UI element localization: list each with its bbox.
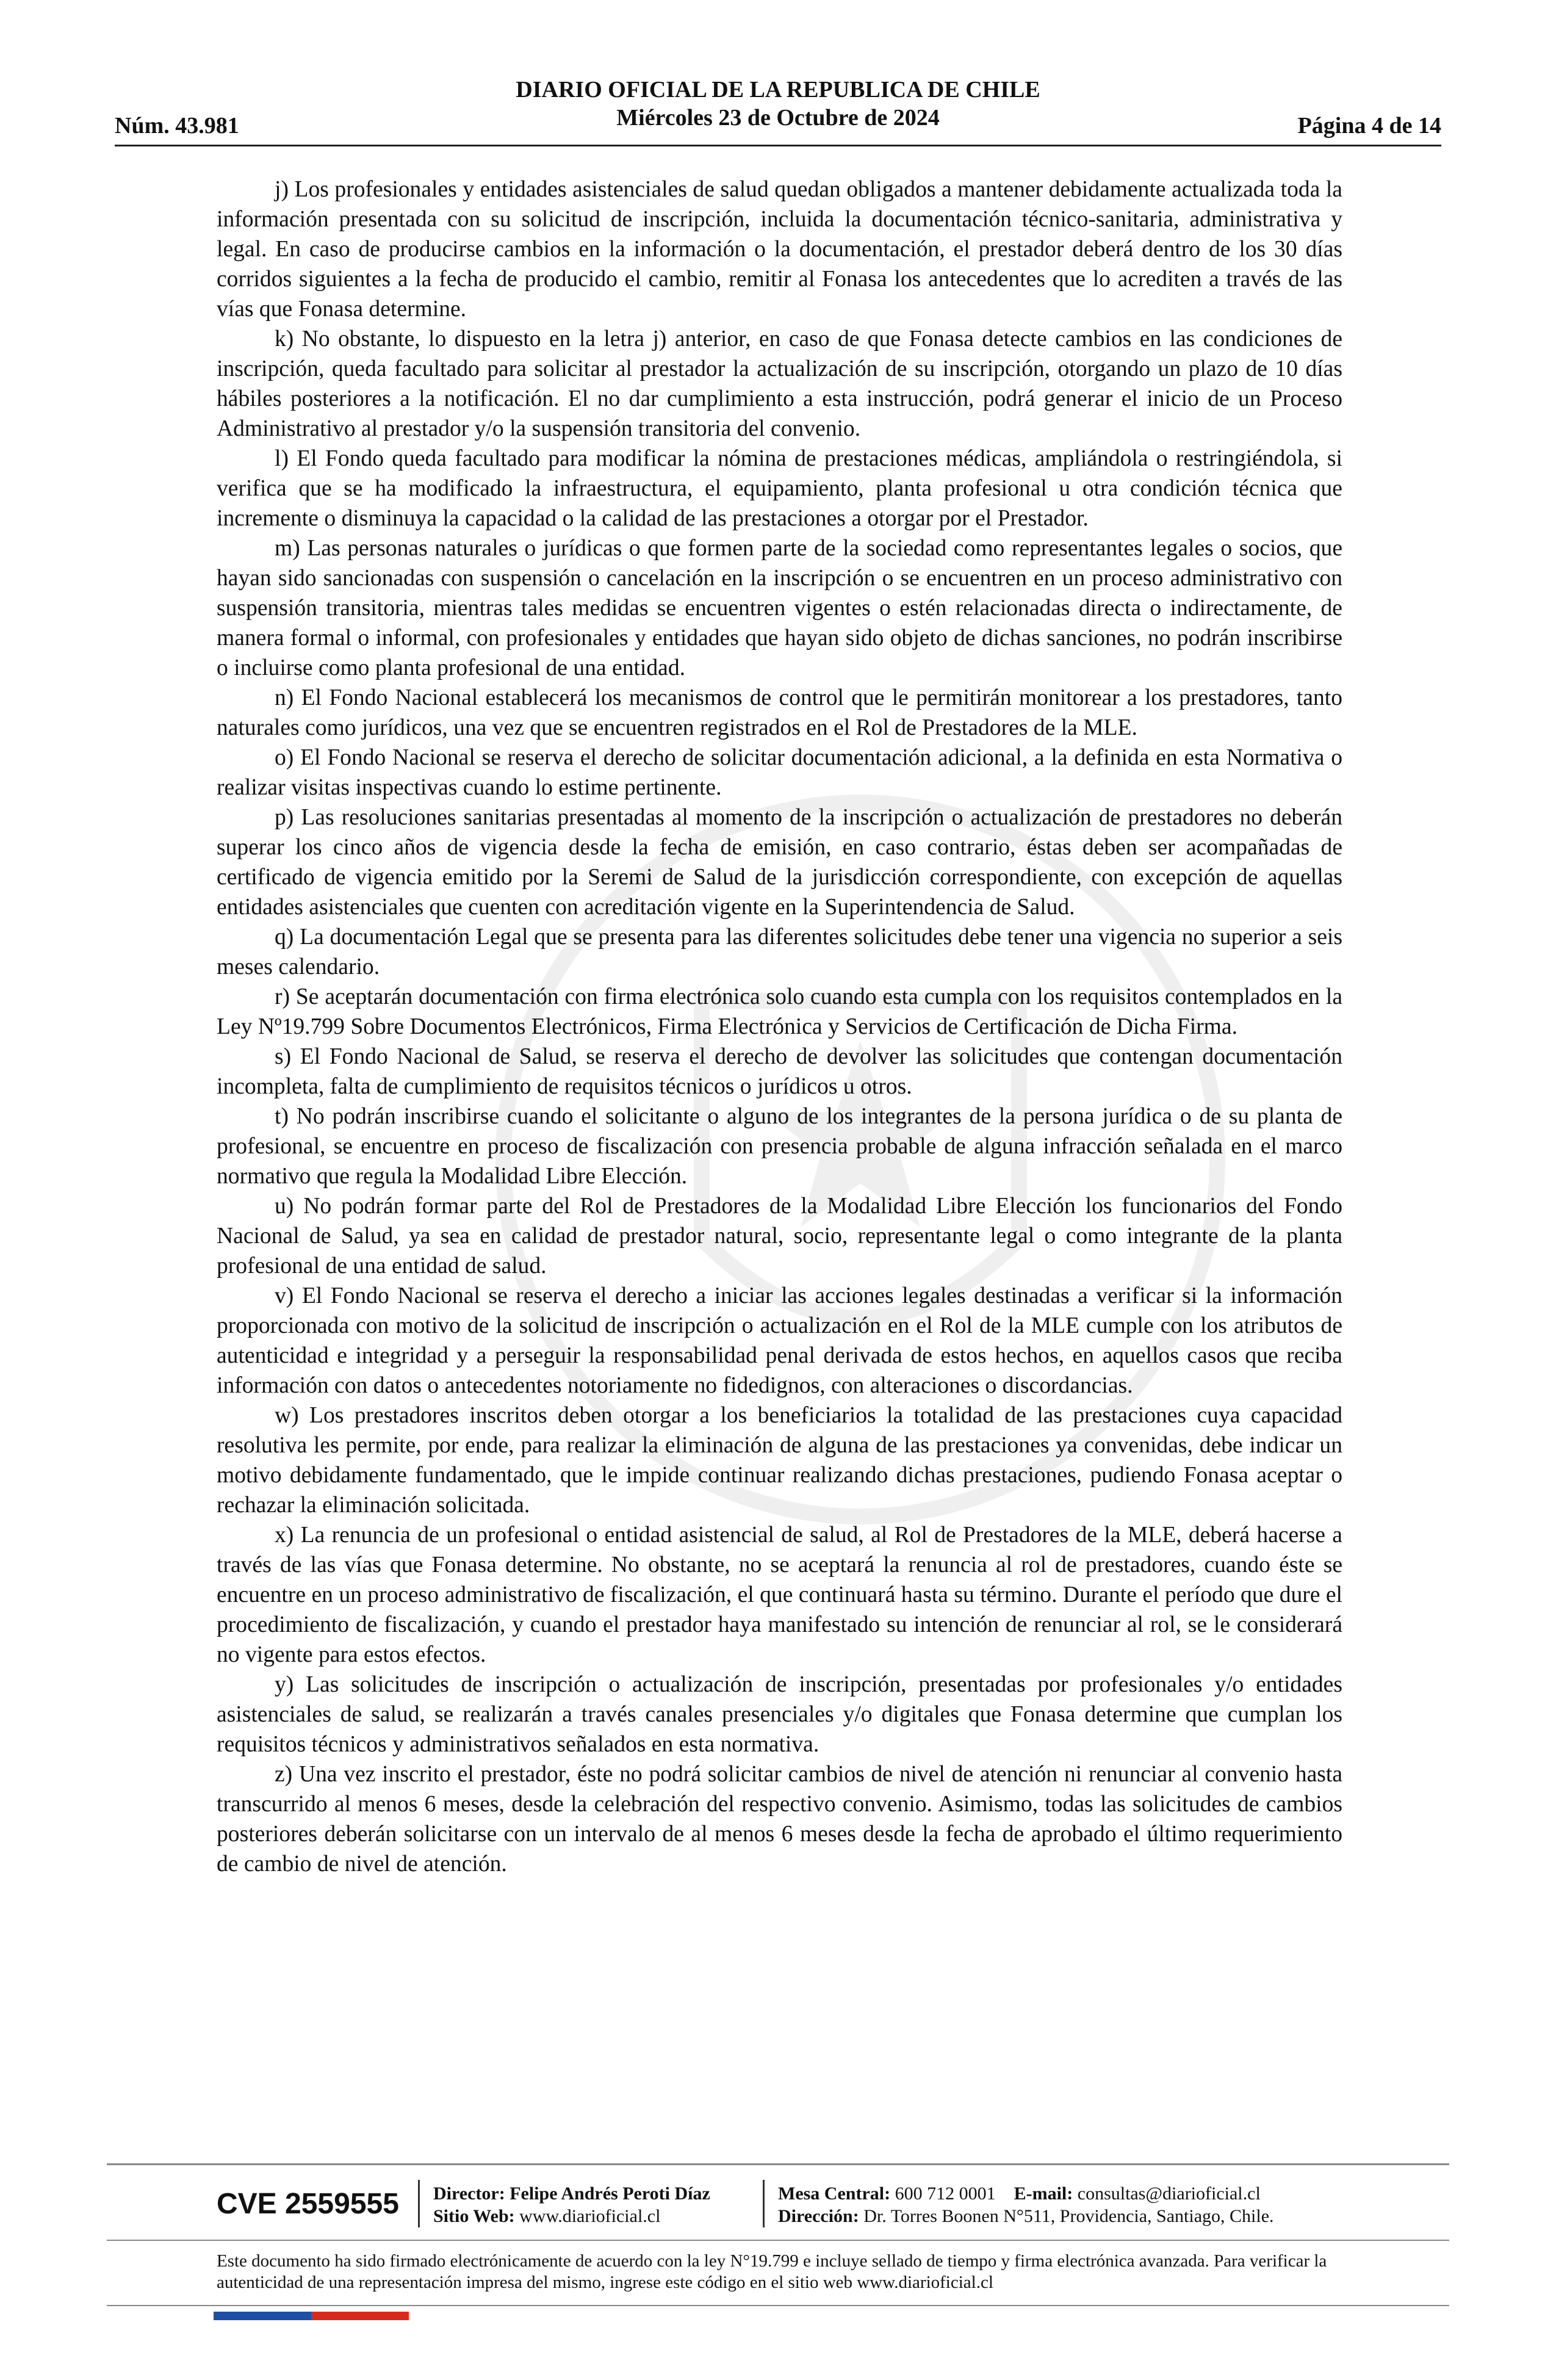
- phone-label: Mesa Central:: [778, 2183, 891, 2204]
- signature-notice: Este documento ha sido firmado electrónicamente de acuerdo con la ley N°19.799 e incluye sellado de tiempo y firma electrónica avanzada. Para verificar la autenticidad de una representación impresa del mismo, ingrese este código en el sitio web www.diarioficial.cl: [217, 2251, 1327, 2292]
- page-header: [115, 73, 1441, 146]
- document-body: [217, 175, 1342, 1879]
- flag-stripe-blue: [214, 2312, 311, 2320]
- email-label: E-mail:: [1014, 2183, 1073, 2204]
- paragraph-w: w) Los prestadores inscritos deben otorgar a los beneficiarios la totalidad de las prestaciones cuya capacidad resolutiva les permite, por ende, para realizar la eliminación de alguna de las prestaciones ya convenidas, debe indicar un motivo debidamente fundamentado, que le impide continuar realizando dichas prestaciones, pudiendo Fonasa aceptar o rechazar la eliminación solicitada.: [217, 1403, 1342, 1518]
- footer-contact-block: [778, 2182, 1274, 2227]
- publication-date: Miércoles 23 de Octubre de 2024: [616, 105, 940, 131]
- paragraph-v: v) El Fondo Nacional se reserva el derecho a iniciar las acciones legales destinadas a verificar si la información proporcionada con motivo de la solicitud de inscripción o actualización en el Rol de la MLE cumple con los atributos de autenticidad e integridad y a perseguir la responsabilidad penal derivada de estos hechos, en aquellos casos que reciba información con datos o antecedentes notoriamente no fidedignos, con alteraciones o discordancias.: [217, 1283, 1342, 1398]
- footer-mid-rule: [107, 2240, 1449, 2241]
- paragraph-q: q) La documentación Legal que se presenta para las diferentes solicitudes debe tener una vigencia no superior a seis meses calendario.: [217, 925, 1342, 979]
- director-name: Felipe Andrés Peroti Díaz: [510, 2183, 710, 2204]
- paragraph-o: o) El Fondo Nacional se reserva el derecho de solicitar documentación adicional, a la definida en esta Normativa o realizar visitas inspectivas cuando lo estime pertinente.: [217, 745, 1342, 800]
- paragraph-j: j) Los profesionales y entidades asistenciales de salud quedan obligados a mantener debidamente actualizada toda la información presentada con su solicitud de inscripción, incluida la documentación técnico-sanitaria, administrativa y legal. En caso de producirse cambios en la información o la documentación, el prestador deberá dentro de los 30 días corridos siguientes a la fecha de producido el cambio, remitir al Fonasa los antecedentes que lo acrediten a través de las vías que Fonasa determine.: [217, 177, 1342, 322]
- address-label: Dirección:: [778, 2206, 859, 2226]
- issue-number: Núm. 43.981: [115, 113, 239, 139]
- page-footer: [217, 2180, 1342, 2229]
- publication-title: DIARIO OFICIAL DE LA REPUBLICA DE CHILE: [516, 77, 1040, 103]
- flag-stripe-red: [311, 2312, 409, 2320]
- cve-code: CVE 2559555: [217, 2188, 399, 2220]
- paragraph-x: x) La renuncia de un profesional o entidad asistencial de salud, al Rol de Prestadores de la MLE, deberá hacerse a través de las vías que Fonasa determine. No obstante, no se aceptará la renuncia al rol de prestadores, cuando éste se encuentre en un proceso administrativo de fiscalización, el que continuará hasta su término. Durante el período que dure el procedimiento de fiscalización, y cuando el prestador haya manifestado su intención de renunciar al rol, se le considerará no vigente para estos efectos.: [217, 1523, 1342, 1667]
- footer-divider: [763, 2180, 765, 2227]
- phone-value: 600 712 0001: [895, 2183, 996, 2204]
- paragraph-m: m) Las personas naturales o jurídicas o que formen parte de la sociedad como representantes legales o socios, que hayan sido sancionadas con suspensión o cancelación en la inscripción o se encuentren en un proceso administrativo con suspensión transitoria, mientras tales medidas se encuentren vigentes o estén relacionadas directa o indirectamente, de manera formal o informal, con profesionales y entidades que hayan sido objeto de dichas sanciones, no podrán inscribirse o incluirse como planta profesional de una entidad.: [217, 536, 1342, 680]
- page-number: Página 4 de 14: [1297, 113, 1441, 139]
- paragraph-r: r) Se aceptarán documentación con firma electrónica solo cuando esta cumpla con los requisitos contemplados en la Ley Nº19.799 Sobre Documentos Electrónicos, Firma Electrónica y Servicios de Certificación de Dicha Firma.: [217, 984, 1342, 1039]
- paragraph-y: y) Las solicitudes de inscripción o actualización de inscripción, presentadas por profesionales y/o entidades asistenciales de salud, se realizarán a través canales presenciales y/o digitales que Fonasa determine que cumplan los requisitos técnicos y administrativos señalados en esta normativa.: [217, 1672, 1342, 1757]
- director-label: Director:: [433, 2183, 505, 2204]
- masthead: [115, 76, 1441, 132]
- paragraph-u: u) No podrán formar parte del Rol de Prestadores de la Modalidad Libre Elección los funcionarios del Fondo Nacional de Salud, ya sea en calidad de prestador natural, socio, representante legal o como integrante de la planta profesional de una entidad de salud.: [217, 1194, 1342, 1278]
- website-link[interactable]: www.diarioficial.cl: [519, 2206, 661, 2226]
- footer-bottom-rule: [107, 2305, 1449, 2306]
- address-value: Dr. Torres Boonen N°511, Providencia, Santiago, Chile.: [863, 2206, 1274, 2226]
- paragraph-p: p) Las resoluciones sanitarias presentadas al momento de la inscripción o actualización de prestadores no deberán superar los cinco años de vigencia desde la fecha de emisión, en caso contrario, éstas deben ser acompañadas de certificado de vigencia emitido por la Seremi de Salud de la jurisdicción correspondiente, con excepción de aquellas entidades asistenciales que cuenten con acreditación vigente en la Superintendencia de Salud.: [217, 805, 1342, 920]
- website-label: Sitio Web:: [433, 2206, 515, 2226]
- footer-director-block: [433, 2182, 710, 2227]
- paragraph-t: t) No podrán inscribirse cuando el solicitante o alguno de los integrantes de la persona jurídica o de su planta de profesional, se encuentre en proceso de fiscalización con presencia probable de alguna infracción señalada en el marco normativo que regula la Modalidad Libre Elección.: [217, 1104, 1342, 1189]
- header-rule: [115, 145, 1441, 146]
- paragraph-z: z) Una vez inscrito el prestador, éste no podrá solicitar cambios de nivel de atención ni renunciar al convenio hasta transcurrido al menos 6 meses, desde la celebración del respectivo convenio. Asimismo, todas las solicitudes de cambios posteriores deberán solicitarse con un intervalo de al menos 6 meses desde la fecha de aprobado el último requerimiento de cambio de nivel de atención.: [217, 1762, 1342, 1877]
- paragraph-n: n) El Fondo Nacional establecerá los mecanismos de control que le permitirán monitorear a los prestadores, tanto naturales como jurídicos, una vez que se encuentren registrados en el Rol de Prestadores de la MLE.: [217, 685, 1342, 740]
- footer-top-rule: [107, 2163, 1449, 2165]
- footer-divider: [418, 2180, 420, 2227]
- paragraph-l: l) El Fondo queda facultado para modificar la nómina de prestaciones médicas, ampliándola o restringiéndola, si verifica que se ha modificado la infraestructura, el equipamiento, planta profesional u otra condición técnica que incremente o disminuya la capacidad o la calidad de las prestaciones a otorgar por el Prestador.: [217, 446, 1342, 531]
- paragraph-k: k) No obstante, lo dispuesto en la letra j) anterior, en caso de que Fonasa detecte cambios en las condiciones de inscripción, queda facultado para solicitar al prestador la actualización de su inscripción, otorgando un plazo de 10 días hábiles posteriores a la notificación. El no dar cumplimiento a esta instrucción, podrá generar el inicio de un Proceso Administrativo al prestador y/o la suspensión transitoria del convenio.: [217, 326, 1342, 441]
- email-link[interactable]: consultas@diarioficial.cl: [1077, 2183, 1261, 2204]
- paragraph-s: s) El Fondo Nacional de Salud, se reserva el derecho de devolver las solicitudes que contengan documentación incompleta, falta de cumplimiento de requisitos técnicos o jurídicos u otros.: [217, 1044, 1342, 1099]
